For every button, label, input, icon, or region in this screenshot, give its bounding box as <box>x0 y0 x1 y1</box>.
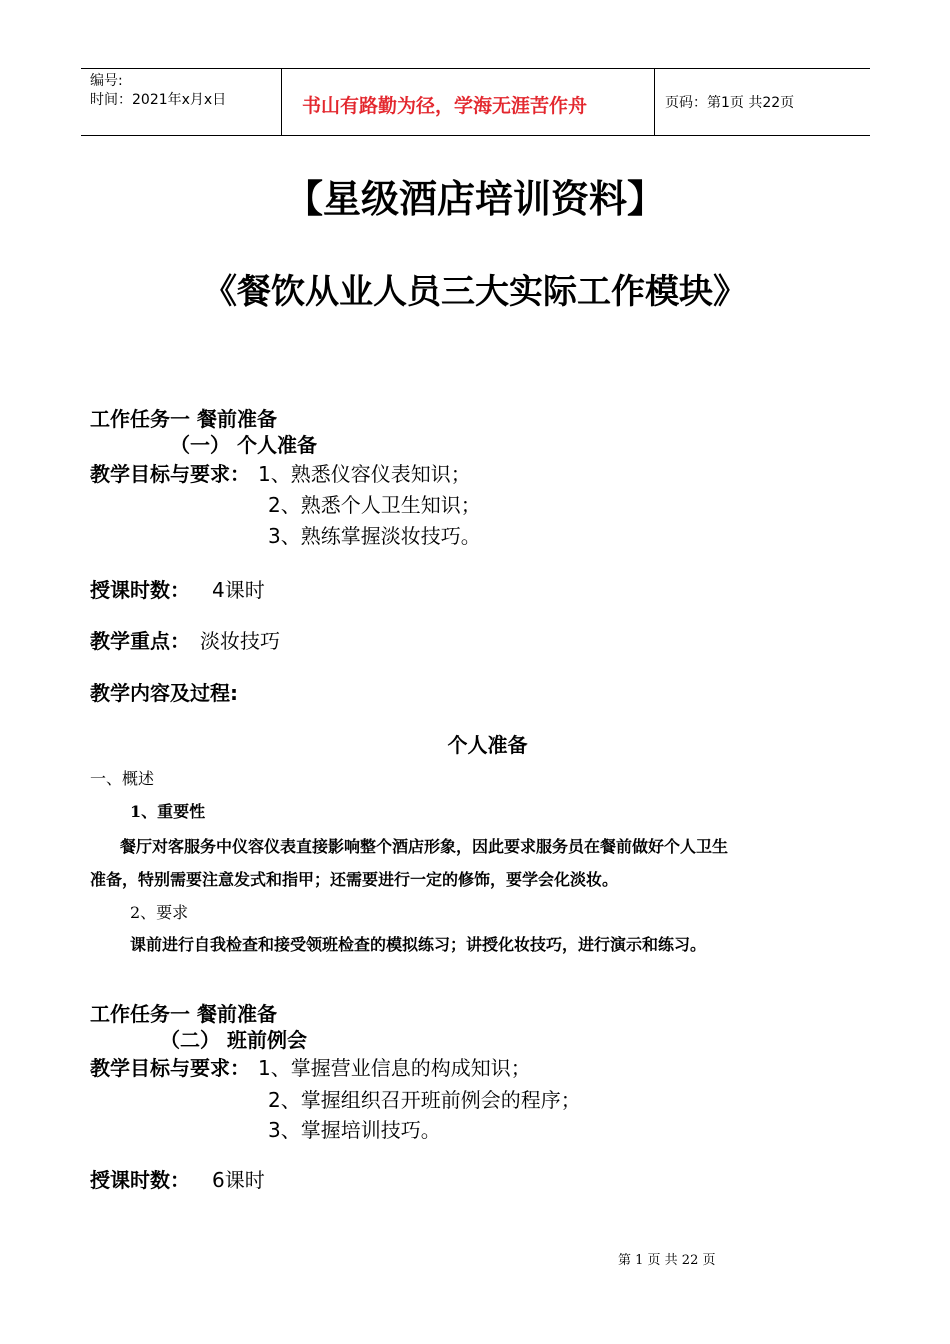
task2-goal-2: 2、掌握组织召开班前例会的程序； <box>268 1088 581 1112</box>
task1-goals-label: 教学目标与要求： <box>90 462 250 486</box>
importance-line-2: 准备，特别需要注意发式和指甲；还需要进行一定的修饰，要学会化淡妆。 <box>90 870 619 889</box>
task2-hours-value: 6课时 <box>212 1168 265 1192</box>
header-top-rule <box>81 68 870 69</box>
importance-heading: 1、重要性 <box>130 802 206 821</box>
task1-goal-3: 3、熟练掌握淡妆技巧。 <box>268 524 481 548</box>
task1-content-label: 教学内容及过程: <box>90 681 238 705</box>
task2-goals-label: 教学目标与要求： <box>90 1056 250 1080</box>
task2-goal-1: 1、掌握营业信息的构成知识； <box>258 1056 531 1080</box>
header-divider-left <box>281 68 282 135</box>
task1-subheading: （一） 个人准备 <box>170 433 317 457</box>
task1-focus-label: 教学重点： <box>90 629 190 653</box>
task1-goal-1: 1、熟悉仪容仪表知识； <box>258 462 471 486</box>
task2-goal-3: 3、掌握培训技巧。 <box>268 1118 441 1142</box>
task1-heading: 工作任务一 餐前准备 <box>90 407 277 431</box>
page-code: 页码：第1页 共22页 <box>665 95 795 111</box>
importance-line-1: 餐厅对客服务中仪容仪表直接影响整个酒店形象，因此要求服务员在餐前做好个人卫生 <box>120 837 729 856</box>
page-subtitle: 《餐饮从业人员三大实际工作模块》 <box>203 272 747 312</box>
task2-hours-label: 授课时数： <box>90 1168 190 1192</box>
task2-heading: 工作任务一 餐前准备 <box>90 1002 277 1026</box>
header-bottom-rule <box>81 135 870 136</box>
header-divider-right <box>654 68 655 135</box>
page-title: 【星级酒店培训资料】 <box>284 176 665 221</box>
requirement-heading: 2、要求 <box>130 903 189 922</box>
date-label: 时间：2021年x月x日 <box>90 92 227 108</box>
header-motto: 书山有路勤为径，学海无涯苦作舟 <box>302 95 588 117</box>
task2-subheading: （二） 班前例会 <box>160 1028 307 1052</box>
section-title: 个人准备 <box>447 733 528 757</box>
task1-focus-value: 淡妆技巧 <box>200 629 280 653</box>
page-footer: 第 1 页 共 22 页 <box>618 1253 716 1268</box>
overview-heading: 一、概述 <box>90 769 155 788</box>
task1-hours-label: 授课时数： <box>90 578 190 602</box>
task1-hours-value: 4课时 <box>212 578 265 602</box>
serial-number-label: 编号: <box>90 73 123 89</box>
task1-goal-2: 2、熟悉个人卫生知识； <box>268 493 481 517</box>
requirement-text: 课前进行自我检查和接受领班检查的模拟练习；讲授化妆技巧，进行演示和练习。 <box>130 935 707 954</box>
